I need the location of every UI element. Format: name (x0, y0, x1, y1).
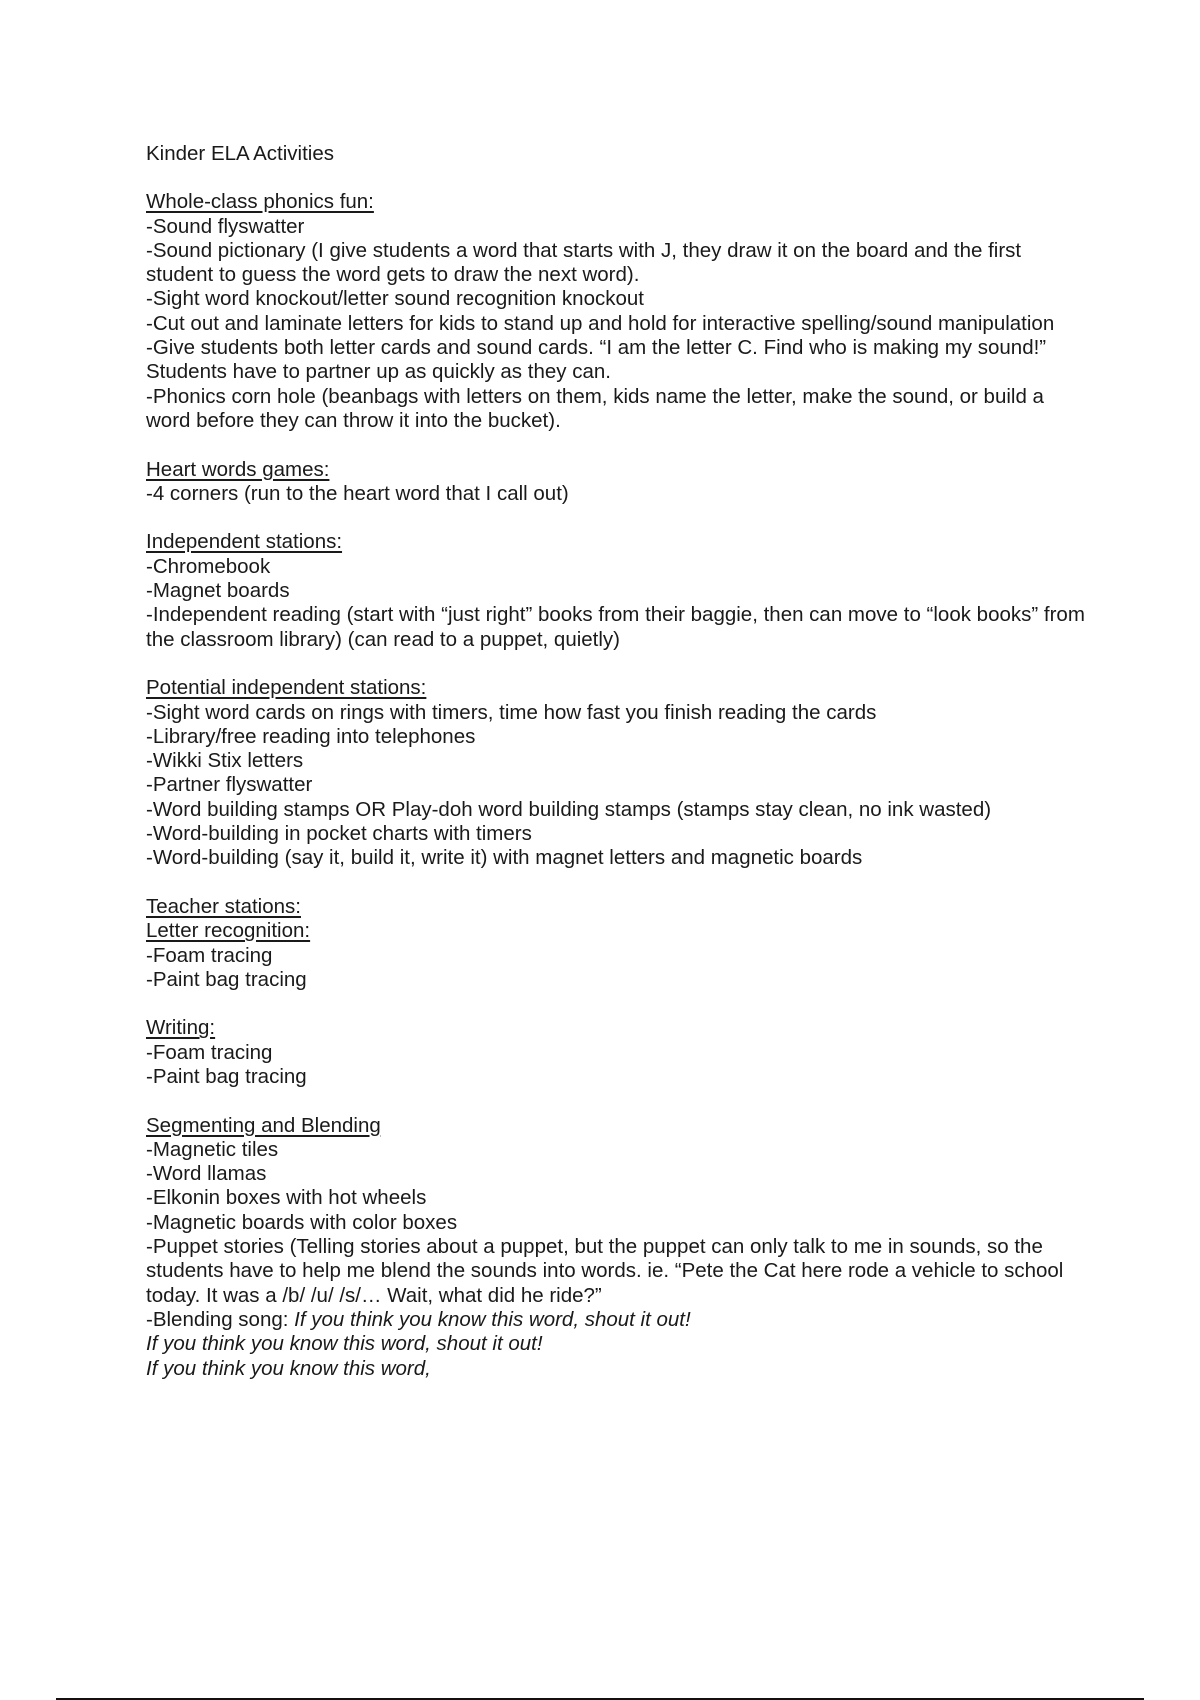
list-item: -Word building stamps OR Play-doh word building stamps (stamps stay clean, no ink wasted) (146, 797, 992, 821)
section-heading: Independent stations: (146, 530, 343, 554)
section-segmenting-blending (146, 1114, 1086, 1381)
list-item: -4 corners (run to the heart word that I call out) (146, 481, 569, 505)
list-item: -Partner flyswatter (146, 773, 313, 797)
list-item: -Sound pictionary (I give students a word that starts with J, they draw it on the board and the first student to guess the word gets to draw the next word). (146, 238, 1022, 287)
list-item: -Cut out and laminate letters for kids to stand up and hold for interactive spelling/sound manipulation (146, 311, 1055, 335)
section-heading: Whole-class phonics fun: (146, 190, 374, 214)
list-item: -Foam tracing (146, 943, 273, 967)
section-writing (146, 1016, 1086, 1089)
section-teacher-stations (146, 895, 1086, 992)
document-page (146, 142, 1086, 1405)
list-item: -Foam tracing (146, 1040, 273, 1064)
list-item: -Puppet stories (Telling stories about a puppet, but the puppet can only talk to me in sounds, so the students have to help me blend the sounds into words. ie. “Pete the Cat here rode a vehicle to school today. It was a /b/ /u/ /s/… Wait, what did he ride?” (146, 1235, 1064, 1307)
section-heading: Heart words games: (146, 457, 330, 481)
section-potential-independent-stations (146, 676, 1086, 870)
list-item: -Wikki Stix letters (146, 749, 304, 773)
list-item: -Word-building in pocket charts with timers (146, 822, 532, 846)
list-item: -Magnet boards (146, 579, 290, 603)
blending-song-item (146, 1308, 1086, 1332)
list-item: -Sight word knockout/letter sound recognition knockout (146, 287, 644, 311)
list-item: -Paint bag tracing (146, 1064, 307, 1088)
song-line: If you think you know this word, shout it out! (146, 1332, 543, 1356)
section-subheading: Letter recognition: (146, 919, 311, 943)
list-item: -Elkonin boxes with hot wheels (146, 1186, 427, 1210)
list-item: -Sight word cards on rings with timers, time how fast you finish reading the cards (146, 700, 877, 724)
song-line: If you think you know this word, shout it out! (294, 1307, 691, 1331)
section-independent-stations (146, 530, 1086, 651)
section-heading: Writing: (146, 1016, 216, 1040)
section-heading: Segmenting and Blending (146, 1113, 381, 1137)
list-item: -Magnetic boards with color boxes (146, 1210, 458, 1234)
list-item: -Library/free reading into telephones (146, 724, 476, 748)
list-item: -Independent reading (start with “just right” books from their baggie, then can move to “look books” from the classroom library) (can read to a puppet, quietly) (146, 603, 1085, 651)
list-item: -Sound flyswatter (146, 214, 305, 238)
list-item: -Magnetic tiles (146, 1137, 279, 1161)
document-title: Kinder ELA Activities (146, 142, 335, 165)
list-item: -Word llamas (146, 1162, 267, 1186)
list-item: -Chromebook (146, 554, 271, 578)
section-heading: Teacher stations: (146, 894, 301, 918)
list-item: -Word-building (say it, build it, write it) with magnet letters and magnetic boards (146, 846, 863, 870)
list-item: -Phonics corn hole (beanbags with letters on them, kids name the letter, make the sound, or build a word before they can throw it into the bucket). (146, 384, 1044, 432)
list-item: -Paint bag tracing (146, 967, 307, 991)
list-item: -Give students both letter cards and sound cards. “I am the letter C. Find who is making my sound!” Students have to partner up as quickly as they can. (146, 336, 1047, 384)
section-heart-words-games (146, 458, 1086, 507)
song-line: If you think you know this word, (146, 1356, 431, 1380)
blending-song-label: -Blending song: (146, 1307, 295, 1331)
section-whole-class-phonics (146, 190, 1086, 433)
section-heading: Potential independent stations: (146, 676, 427, 700)
